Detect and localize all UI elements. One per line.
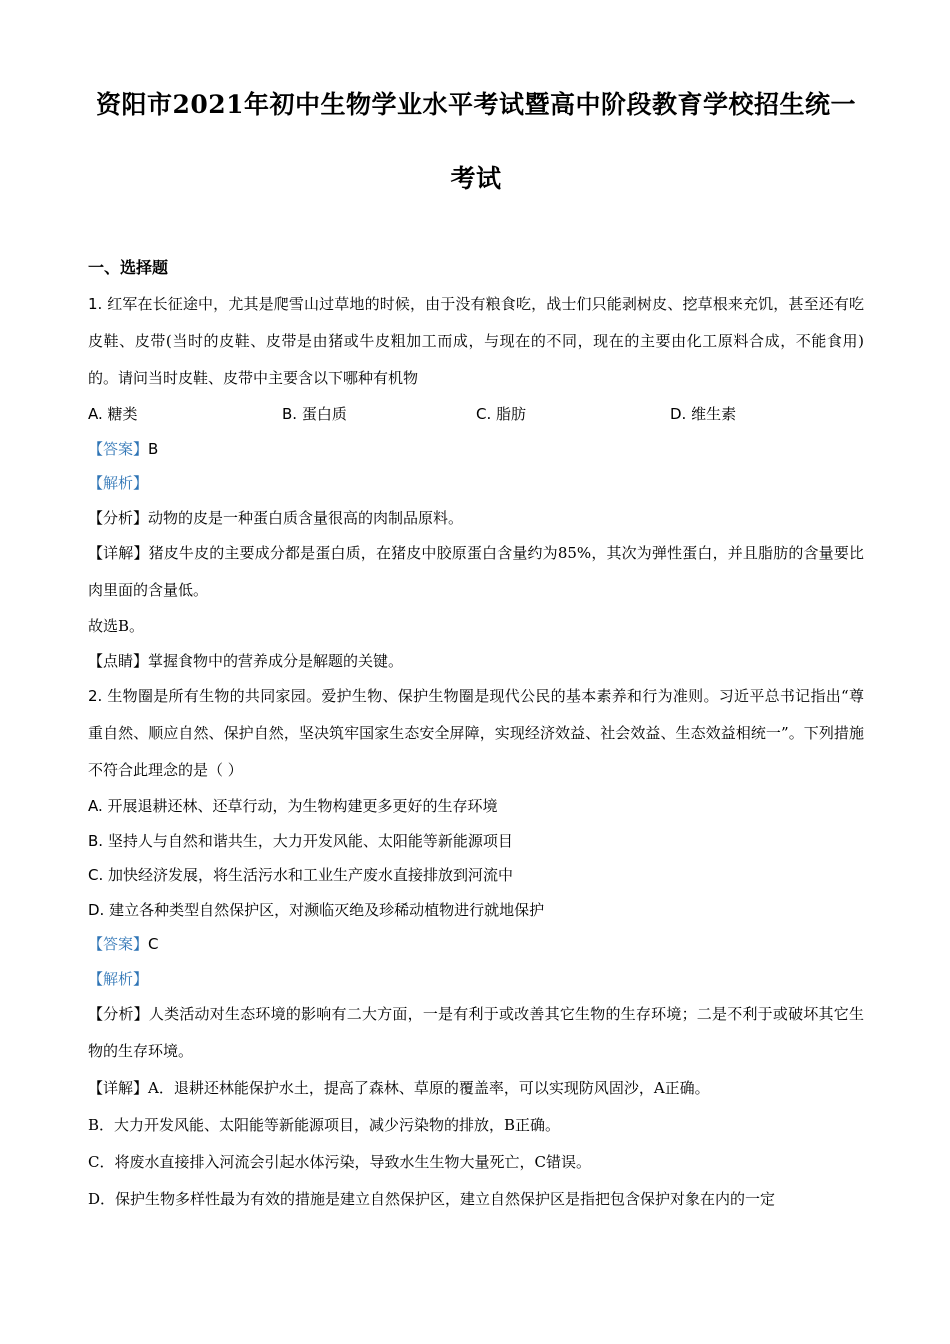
option-text: 蛋白质	[301, 405, 347, 423]
question-1-dianjing	[88, 644, 864, 679]
option-text: 加快经济发展，将生活污水和工业生产废水直接排放到河流中	[108, 866, 514, 884]
option-a	[88, 397, 282, 432]
detail-label: 【详解】	[88, 544, 149, 562]
document-page	[88, 0, 864, 1218]
option-text: 脂肪	[496, 405, 527, 423]
answer-label: 【答案】	[88, 935, 149, 953]
detail-label: 【详解】	[88, 1079, 149, 1097]
question-1-stem	[88, 286, 864, 397]
answer-label: 【答案】	[88, 439, 149, 458]
question-2-stem	[88, 678, 864, 789]
option-c	[88, 858, 864, 893]
question-2-analysis-label: 【解析】	[88, 969, 149, 988]
option-letter: C.	[476, 405, 492, 423]
detail-text: A．退耕还林能保护水土，提高了森林、草原的覆盖率，可以实现防风固沙，A正确。	[148, 1079, 710, 1097]
question-2-detail-b: B．大力开发风能、太阳能等新能源项目，减少污染物的排放，B正确。	[88, 1116, 561, 1134]
fenxi-label: 【分析】	[88, 1005, 149, 1023]
option-b	[282, 397, 476, 432]
question-2-detail-c: C．将废水直接排入河流会引起水体污染，导致水生生物大量死亡，C错误。	[88, 1153, 591, 1171]
question-1-detail	[88, 535, 864, 609]
option-text: 建立各种类型自然保护区，对濒临灭绝及珍稀动植物进行就地保护	[109, 900, 545, 919]
section-heading: 一、选择题	[88, 258, 169, 277]
option-letter: C.	[88, 866, 104, 884]
option-letter: A.	[88, 405, 103, 423]
option-text: 开展退耕还林、还草行动，为生物构建更多更好的生存环境	[107, 797, 498, 815]
option-letter: D.	[88, 900, 105, 919]
question-2-answer	[88, 927, 864, 962]
question-1-conclusion: 故选B。	[88, 617, 145, 635]
option-d	[88, 893, 864, 928]
fenxi-text: 人类活动对生态环境的影响有二大方面，一是有利于或改善其它生物的生存环境；二是不利于或破坏其它生物的生存环境。	[88, 1005, 864, 1060]
question-stem-text: 生物圈是所有生物的共同家园。爱护生物、保护生物圈是现代公民的基本素养和行为准则。习近平总书记指出“尊重自然、顺应自然、保护自然，坚决筑牢国家生态安全屏障，实现经济效益、社会效益、生态效益相统一”。下列措施不符合此理念的是（ ）	[88, 687, 864, 779]
option-a	[88, 789, 864, 824]
answer-value: C	[148, 935, 159, 953]
fenxi-label: 【分析】	[88, 508, 149, 527]
option-b	[88, 824, 864, 859]
option-text: 维生素	[691, 405, 737, 423]
option-text: 糖类	[107, 405, 138, 423]
document-title: 资阳市2021年初中生物学业水平考试暨高中阶段教育学校招生统一考试	[95, 90, 857, 193]
option-letter: D.	[670, 405, 687, 423]
dianjing-label: 【点睛】	[88, 651, 149, 670]
option-letter: B.	[88, 831, 104, 850]
question-number: 2.	[88, 687, 103, 705]
fenxi-text: 动物的皮是一种蛋白质含量很高的肉制品原料。	[148, 508, 464, 527]
answer-value: B	[148, 439, 159, 458]
question-stem-text: 红军在长征途中，尤其是爬雪山过草地的时候，由于没有粮食吃，战士们只能剥树皮、挖草根来充饥，甚至还有吃皮鞋、皮带(当时的皮鞋、皮带是由猪或牛皮粗加工而成，与现在的不同，现在的主要由化工原料合成，不能食用)的。请问当时皮鞋、皮带中主要含以下哪种有机物	[88, 295, 864, 387]
question-number: 1.	[88, 295, 103, 313]
question-1-fenxi	[88, 501, 864, 536]
option-c	[476, 397, 670, 432]
question-2-detail-a	[88, 1070, 864, 1107]
option-text: 坚持人与自然和谐共生，大力开发风能、太阳能等新能源项目	[107, 831, 513, 850]
option-letter: B.	[282, 405, 298, 423]
question-1-analysis-label: 【解析】	[88, 474, 149, 492]
detail-text: 猪皮牛皮的主要成分都是蛋白质，在猪皮中胶原蛋白含量约为85%，其次为弹性蛋白，并且脂肪的含量要比肉里面的含量低。	[88, 544, 864, 599]
question-1-options	[88, 397, 864, 432]
question-2-detail-d: D．保护生物多样性最为有效的措施是建立自然保护区，建立自然保护区是指把包含保护对象在内的一定	[88, 1190, 776, 1208]
dianjing-text: 掌握食物中的营养成分是解题的关键。	[148, 651, 404, 670]
question-2-fenxi	[88, 996, 864, 1070]
option-d	[670, 397, 864, 432]
question-1-answer	[88, 432, 864, 467]
option-letter: A.	[88, 797, 103, 815]
